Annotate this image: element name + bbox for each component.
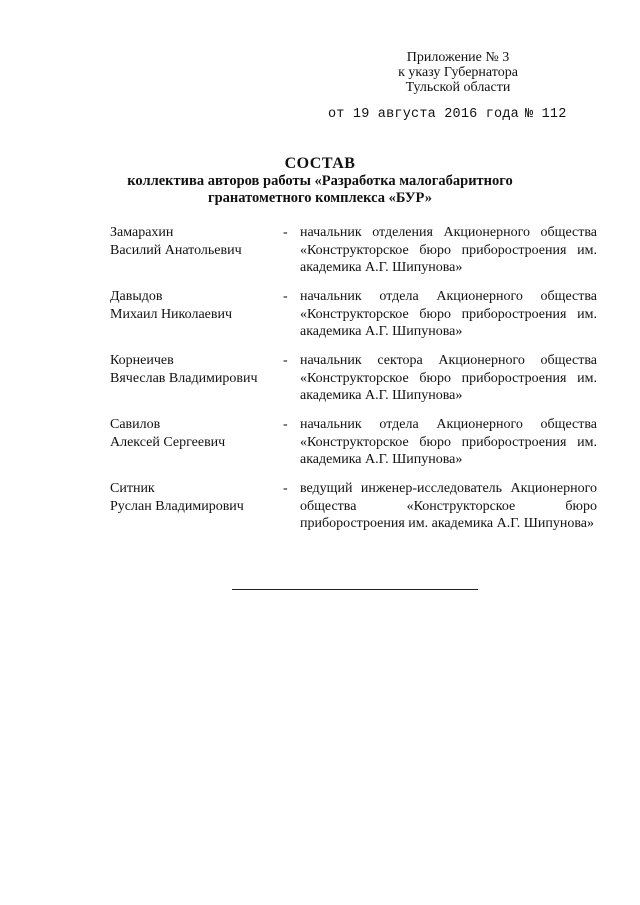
document-title [0,155,640,207]
member-dash: - [283,225,288,240]
member-position: начальник отдела Акционерного общества «Конструкторское бюро приборостроения им. академика А.Г. Шипунова» [300,417,597,467]
decree-line [328,107,567,122]
appendix-decree-ref: к указу Губернатора [398,65,518,80]
member-dash: - [283,417,288,432]
title-heading: СОСТАВ [284,155,356,172]
member-dash: - [283,353,288,368]
member-surname: Савилов [110,417,161,432]
members-list [0,224,640,566]
member-position: начальник сектора Акционерного общества «Конструкторское бюро приборостроения им. академика А.Г. Шипунова» [300,353,597,403]
member-surname: Давыдов [110,289,163,304]
member-given-names: Руслан Владимирович [110,498,244,514]
member-name [110,288,232,323]
title-subheading-line1: коллектива авторов работы «Разработка малогабаритного [127,173,513,189]
title-subheading-line2: гранатометного комплекса «БУР» [207,190,433,206]
closing-rule [232,589,478,590]
member-surname: Ситник [110,481,155,496]
member-given-names: Василий Анатольевич [110,242,242,258]
appendix-header [388,50,528,95]
decree-date: от 19 августа 2016 года [328,107,519,122]
decree-number: № 112 [525,107,567,122]
member-entry [0,224,640,288]
member-entry [0,352,640,416]
member-position: ведущий инженер-исследователь Акционерного общества «Конструкторское бюро приборостроения им. академика А.Г. Шипунова» [300,481,597,531]
member-position: начальник отделения Акционерного общества «Конструкторское бюро приборостроения им. академика А.Г. Шипунова» [300,225,597,275]
member-entry [0,480,640,566]
member-dash: - [283,481,288,496]
member-entry [0,416,640,480]
member-position: начальник отдела Акционерного общества «Конструкторское бюро приборостроения им. академика А.Г. Шипунова» [300,289,597,339]
appendix-region: Тульской области [405,80,511,95]
member-given-names: Алексей Сергеевич [110,434,226,450]
member-surname: Корнеичев [110,353,174,368]
member-entry [0,288,640,352]
member-surname: Замарахин [110,225,174,240]
member-dash: - [283,289,288,304]
member-name [110,416,225,451]
member-name [110,480,244,515]
member-given-names: Вячеслав Владимирович [110,370,258,386]
member-given-names: Михаил Николаевич [110,306,233,322]
member-name [110,352,258,387]
appendix-number: Приложение № 3 [406,50,510,65]
member-name [110,224,242,259]
